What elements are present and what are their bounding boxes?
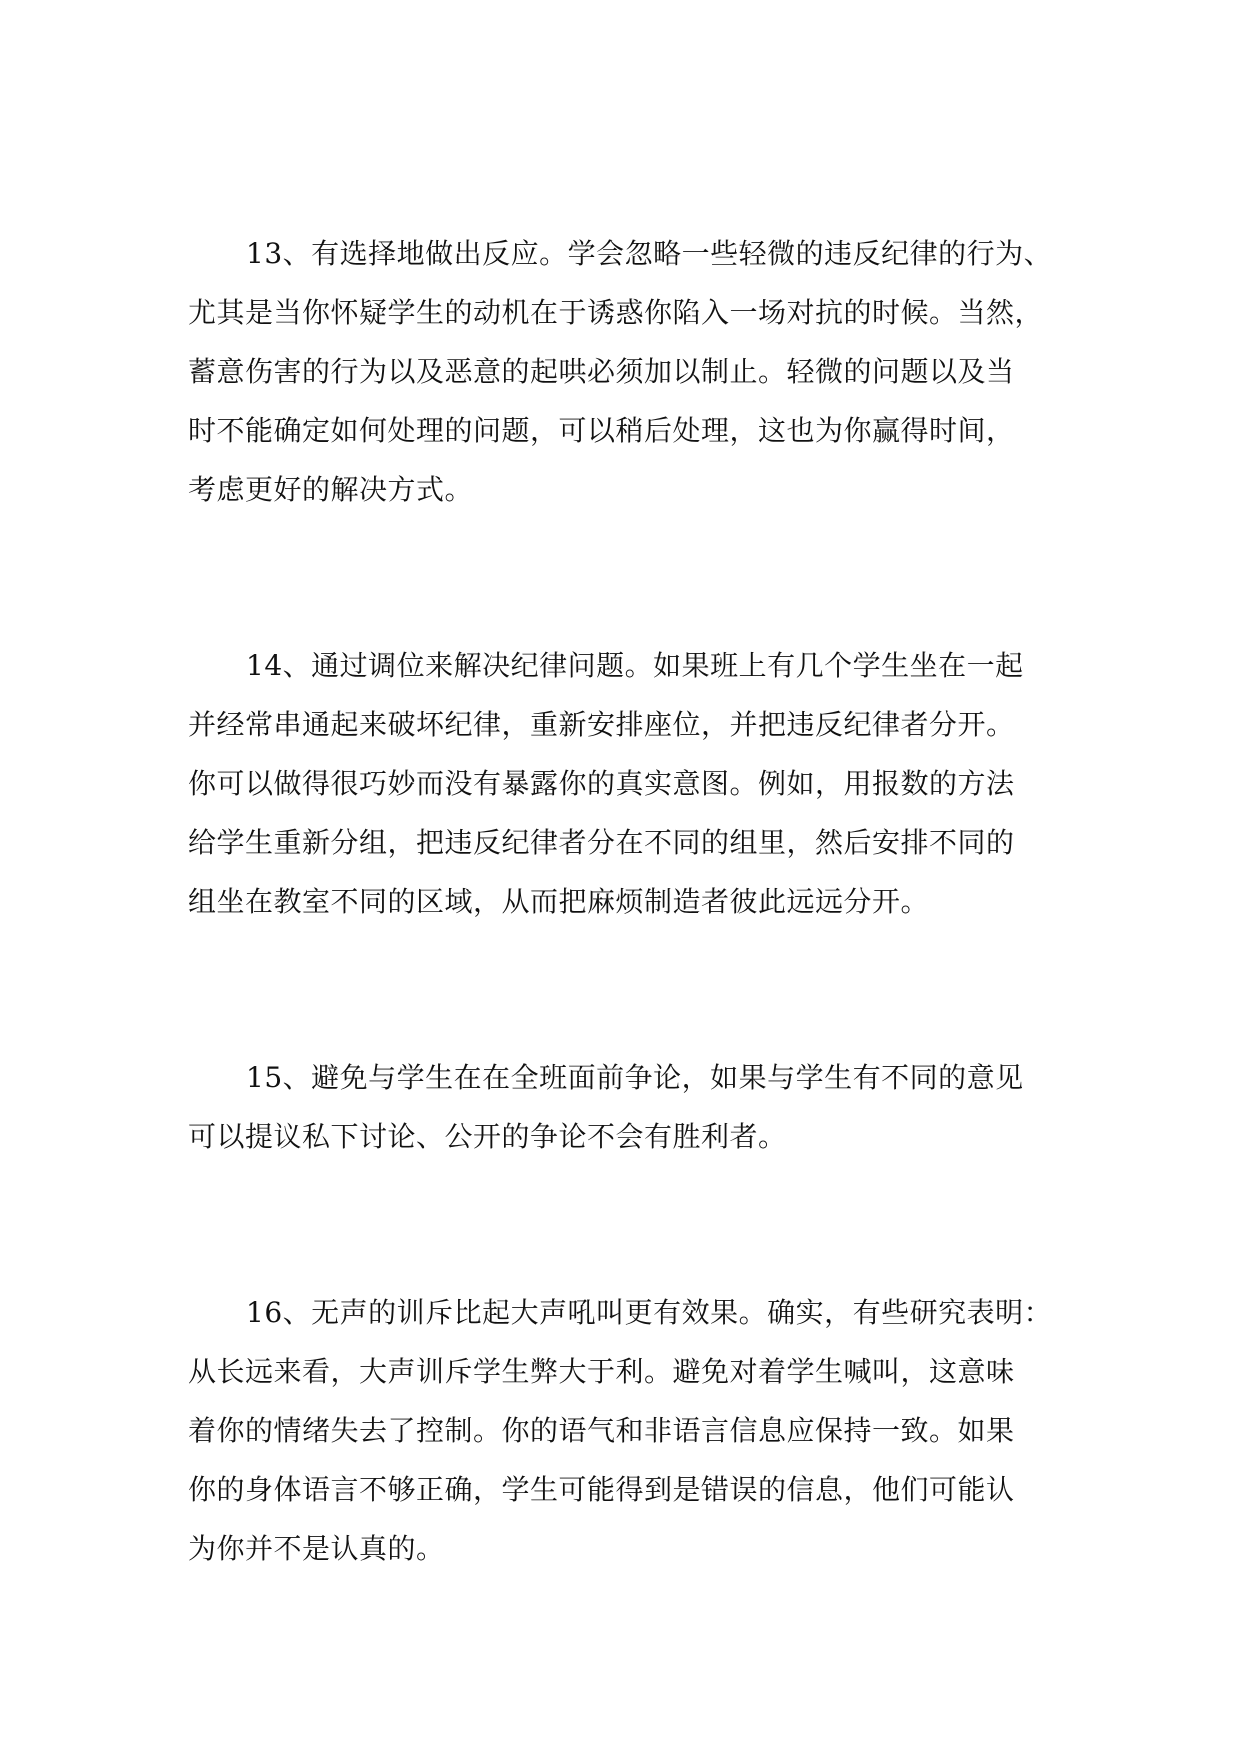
paragraph-line: 时不能确定如何处理的问题，可以稍后处理，这也为你赢得时间， (188, 414, 1015, 447)
paragraph-line: 可以提议私下讨论、公开的争论不会有胜利者。 (188, 1120, 787, 1153)
paragraph-13 (188, 224, 1088, 519)
paragraph-line: 16、无声的训斥比起大声吼叫更有效果。确实，有些研究表明： (246, 1296, 1053, 1329)
paragraph-15 (188, 1048, 1088, 1166)
paragraph-line: 给学生重新分组，把违反纪律者分在不同的组里，然后安排不同的 (188, 826, 1015, 859)
paragraph-16 (188, 1283, 1088, 1578)
paragraph-line: 尤其是当你怀疑学生的动机在于诱惑你陷入一场对抗的时候。当然， (188, 296, 1044, 329)
paragraph-14 (188, 636, 1088, 931)
paragraph-line: 从长远来看，大声训斥学生弊大于利。避免对着学生喊叫，这意味 (188, 1355, 1015, 1388)
paragraph-line: 着你的情绪失去了控制。你的语气和非语言信息应保持一致。如果 (188, 1414, 1015, 1447)
paragraph-line: 考虑更好的解决方式。 (188, 473, 474, 506)
paragraph-line: 蓄意伤害的行为以及恶意的起哄必须加以制止。轻微的问题以及当 (188, 355, 1015, 388)
paragraph-line: 你可以做得很巧妙而没有暴露你的真实意图。例如，用报数的方法 (188, 767, 1015, 800)
paragraph-line: 13、有选择地做出反应。学会忽略一些轻微的违反纪律的行为、 (246, 237, 1053, 270)
document-body (188, 224, 1088, 1578)
paragraph-line: 并经常串通起来破坏纪律，重新安排座位，并把违反纪律者分开。 (188, 708, 1015, 741)
paragraph-line: 为你并不是认真的。 (188, 1532, 445, 1565)
paragraph-line: 14、通过调位来解决纪律问题。如果班上有几个学生坐在一起 (246, 649, 1024, 682)
paragraph-line: 组坐在教室不同的区域，从而把麻烦制造者彼此远远分开。 (188, 885, 930, 918)
paragraph-line: 你的身体语言不够正确，学生可能得到是错误的信息，他们可能认 (188, 1473, 1015, 1506)
paragraph-line: 15、避免与学生在在全班面前争论，如果与学生有不同的意见 (246, 1061, 1024, 1094)
